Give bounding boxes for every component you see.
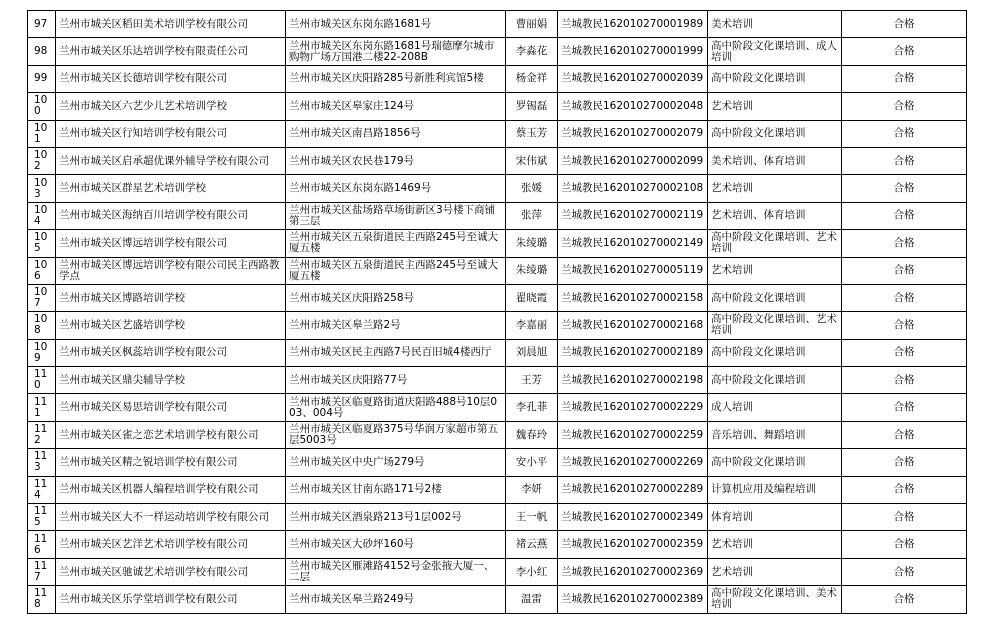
institution-name-cell: 兰州市城关区海纳百川培训学校有限公司 xyxy=(56,202,286,229)
license-number-cell: 兰城教民162010270002149 xyxy=(558,230,708,257)
table-row xyxy=(28,120,967,147)
license-number-cell: 兰城教民162010270001989 xyxy=(558,11,708,38)
license-number-cell: 兰城教民162010270001999 xyxy=(558,38,708,65)
legal-representative-cell: 李嘉丽 xyxy=(506,312,558,339)
institution-name-cell: 兰州市城关区艺盛培训学校 xyxy=(56,312,286,339)
legal-representative-cell: 褚云燕 xyxy=(506,531,558,558)
institution-name-cell: 兰州市城关区雀之恋艺术培训学校有限公司 xyxy=(56,421,286,448)
row-number-cell: 101 xyxy=(28,120,56,147)
table-row xyxy=(28,421,967,448)
table-row xyxy=(28,558,967,585)
table-row xyxy=(28,586,967,613)
institution-table-sheet xyxy=(27,10,966,614)
training-scope-cell: 美术培训 xyxy=(708,11,842,38)
table-row xyxy=(28,257,967,284)
legal-representative-cell: 翟晓霞 xyxy=(506,284,558,311)
institution-name-cell: 兰州市城关区群星艺术培训学校 xyxy=(56,175,286,202)
inspection-result-cell: 合格 xyxy=(842,421,967,448)
inspection-result-cell: 合格 xyxy=(842,284,967,311)
row-number-cell: 118 xyxy=(28,586,56,613)
row-number-cell: 110 xyxy=(28,367,56,394)
table-row xyxy=(28,531,967,558)
inspection-result-cell: 合格 xyxy=(842,120,967,147)
license-number-cell: 兰城教民162010270002198 xyxy=(558,367,708,394)
institution-address-cell: 兰州市城关区庆阳路258号 xyxy=(286,284,506,311)
table-row xyxy=(28,339,967,366)
institution-address-cell: 兰州市城关区民主西路7号民百旧城4楼西厅 xyxy=(286,339,506,366)
institution-name-cell: 兰州市城关区博远培训学校有限公司 xyxy=(56,230,286,257)
training-scope-cell: 艺术培训 xyxy=(708,257,842,284)
inspection-result-cell: 合格 xyxy=(842,339,967,366)
inspection-result-cell: 合格 xyxy=(842,312,967,339)
legal-representative-cell: 杨金祥 xyxy=(506,65,558,92)
inspection-result-cell: 合格 xyxy=(842,230,967,257)
inspection-result-cell: 合格 xyxy=(842,38,967,65)
legal-representative-cell: 李小红 xyxy=(506,558,558,585)
license-number-cell: 兰城教民162010270002189 xyxy=(558,339,708,366)
training-scope-cell: 成人培训 xyxy=(708,394,842,421)
institution-address-cell: 兰州市城关区皋兰路249号 xyxy=(286,586,506,613)
institution-name-cell: 兰州市城关区六艺少儿艺术培训学校 xyxy=(56,93,286,120)
institution-address-cell: 兰州市城关区临夏路街道庆阳路488号10层003、004号 xyxy=(286,394,506,421)
institution-address-cell: 兰州市城关区东岗东路1469号 xyxy=(286,175,506,202)
license-number-cell: 兰城教民162010270002119 xyxy=(558,202,708,229)
inspection-result-cell: 合格 xyxy=(842,93,967,120)
row-number-cell: 107 xyxy=(28,284,56,311)
institution-name-cell: 兰州市城关区乐学堂培训学校有限公司 xyxy=(56,586,286,613)
license-number-cell: 兰城教民162010270002289 xyxy=(558,476,708,503)
inspection-result-cell: 合格 xyxy=(842,147,967,174)
row-number-cell: 114 xyxy=(28,476,56,503)
inspection-result-cell: 合格 xyxy=(842,476,967,503)
row-number-cell: 100 xyxy=(28,93,56,120)
table-row xyxy=(28,284,967,311)
training-scope-cell: 高中阶段文化课培训 xyxy=(708,65,842,92)
license-number-cell: 兰城教民162010270002108 xyxy=(558,175,708,202)
row-number-cell: 113 xyxy=(28,449,56,476)
row-number-cell: 112 xyxy=(28,421,56,448)
legal-representative-cell: 李孔菲 xyxy=(506,394,558,421)
institution-address-cell: 兰州市城关区五泉街道民主西路245号至诚大厦五楼 xyxy=(286,257,506,284)
legal-representative-cell: 王一帆 xyxy=(506,504,558,531)
institution-name-cell: 兰州市城关区枫蕊培训学校有限公司 xyxy=(56,339,286,366)
institution-address-cell: 兰州市城关区农民巷179号 xyxy=(286,147,506,174)
row-number-cell: 116 xyxy=(28,531,56,558)
legal-representative-cell: 罗锡磊 xyxy=(506,93,558,120)
institution-address-cell: 兰州市城关区东岗东路1681号瑞德摩尔城市购物广场万国港二楼22-208B xyxy=(286,38,506,65)
table-row xyxy=(28,65,967,92)
inspection-result-cell: 合格 xyxy=(842,586,967,613)
training-scope-cell: 高中阶段文化课培训 xyxy=(708,339,842,366)
inspection-result-cell: 合格 xyxy=(842,367,967,394)
legal-representative-cell: 朱绫璐 xyxy=(506,230,558,257)
table-row xyxy=(28,230,967,257)
table-row xyxy=(28,394,967,421)
institution-address-cell: 兰州市城关区五泉街道民主西路245号至诚大厦五楼 xyxy=(286,230,506,257)
row-number-cell: 109 xyxy=(28,339,56,366)
institution-name-cell: 兰州市城关区驰诚艺术培训学校有限公司 xyxy=(56,558,286,585)
table-row xyxy=(28,147,967,174)
row-number-cell: 104 xyxy=(28,202,56,229)
training-scope-cell: 高中阶段文化课培训 xyxy=(708,367,842,394)
row-number-cell: 115 xyxy=(28,504,56,531)
institution-address-cell: 兰州市城关区雁滩路4152号金张掖大厦一、二层 xyxy=(286,558,506,585)
inspection-result-cell: 合格 xyxy=(842,504,967,531)
row-number-cell: 108 xyxy=(28,312,56,339)
legal-representative-cell: 张萍 xyxy=(506,202,558,229)
legal-representative-cell: 李妍 xyxy=(506,476,558,503)
table-row xyxy=(28,175,967,202)
training-scope-cell: 艺术培训、体育培训 xyxy=(708,202,842,229)
institution-address-cell: 兰州市城关区大砂坪160号 xyxy=(286,531,506,558)
inspection-result-cell: 合格 xyxy=(842,11,967,38)
row-number-cell: 103 xyxy=(28,175,56,202)
license-number-cell: 兰城教民162010270002158 xyxy=(558,284,708,311)
license-number-cell: 兰城教民162010270002079 xyxy=(558,120,708,147)
table-row xyxy=(28,449,967,476)
institution-name-cell: 兰州市城关区博路培训学校 xyxy=(56,284,286,311)
table-row xyxy=(28,476,967,503)
institution-name-cell: 兰州市城关区乐达培训学校有限责任公司 xyxy=(56,38,286,65)
license-number-cell: 兰城教民162010270002259 xyxy=(558,421,708,448)
institution-name-cell: 兰州市城关区长德培训学校有限公司 xyxy=(56,65,286,92)
training-scope-cell: 美术培训、体育培训 xyxy=(708,147,842,174)
institution-address-cell: 兰州市城关区庆阳路77号 xyxy=(286,367,506,394)
training-scope-cell: 计算机应用及编程培训 xyxy=(708,476,842,503)
license-number-cell: 兰城教民162010270002359 xyxy=(558,531,708,558)
training-scope-cell: 艺术培训 xyxy=(708,175,842,202)
row-number-cell: 111 xyxy=(28,394,56,421)
license-number-cell: 兰城教民162010270002349 xyxy=(558,504,708,531)
license-number-cell: 兰城教民162010270002229 xyxy=(558,394,708,421)
inspection-result-cell: 合格 xyxy=(842,65,967,92)
institution-address-cell: 兰州市城关区皋家庄124号 xyxy=(286,93,506,120)
row-number-cell: 105 xyxy=(28,230,56,257)
institution-name-cell: 兰州市城关区博远培训学校有限公司民主西路教学点 xyxy=(56,257,286,284)
institution-name-cell: 兰州市城关区鼎尖辅导学校 xyxy=(56,367,286,394)
institution-table xyxy=(27,10,967,614)
license-number-cell: 兰城教民162010270005119 xyxy=(558,257,708,284)
row-number-cell: 102 xyxy=(28,147,56,174)
institution-address-cell: 兰州市城关区盐场路草场街新区3号楼下商铺第三层 xyxy=(286,202,506,229)
table-row xyxy=(28,38,967,65)
table-row xyxy=(28,312,967,339)
inspection-result-cell: 合格 xyxy=(842,257,967,284)
row-number-cell: 99 xyxy=(28,65,56,92)
institution-address-cell: 兰州市城关区庆阳路285号新胜利宾馆5楼 xyxy=(286,65,506,92)
license-number-cell: 兰城教民162010270002099 xyxy=(558,147,708,174)
training-scope-cell: 高中阶段文化课培训、艺术培训 xyxy=(708,312,842,339)
legal-representative-cell: 李淼花 xyxy=(506,38,558,65)
training-scope-cell: 体育培训 xyxy=(708,504,842,531)
license-number-cell: 兰城教民162010270002168 xyxy=(558,312,708,339)
training-scope-cell: 高中阶段文化课培训、成人培训 xyxy=(708,38,842,65)
legal-representative-cell: 魏春玲 xyxy=(506,421,558,448)
training-scope-cell: 艺术培训 xyxy=(708,558,842,585)
training-scope-cell: 高中阶段文化课培训 xyxy=(708,284,842,311)
training-scope-cell: 艺术培训 xyxy=(708,531,842,558)
legal-representative-cell: 曹丽娟 xyxy=(506,11,558,38)
legal-representative-cell: 宋伟斌 xyxy=(506,147,558,174)
legal-representative-cell: 蔡玉芳 xyxy=(506,120,558,147)
license-number-cell: 兰城教民162010270002039 xyxy=(558,65,708,92)
inspection-result-cell: 合格 xyxy=(842,202,967,229)
institution-name-cell: 兰州市城关区精之锐培训学校有限公司 xyxy=(56,449,286,476)
training-scope-cell: 高中阶段文化课培训 xyxy=(708,449,842,476)
legal-representative-cell: 刘晨旭 xyxy=(506,339,558,366)
table-body xyxy=(28,11,967,614)
row-number-cell: 97 xyxy=(28,11,56,38)
legal-representative-cell: 安小平 xyxy=(506,449,558,476)
institution-address-cell: 兰州市城关区酒泉路213号1层002号 xyxy=(286,504,506,531)
legal-representative-cell: 温雷 xyxy=(506,586,558,613)
legal-representative-cell: 朱绫璐 xyxy=(506,257,558,284)
institution-address-cell: 兰州市城关区东岗东路1681号 xyxy=(286,11,506,38)
institution-name-cell: 兰州市城关区大不一样运动培训学校有限公司 xyxy=(56,504,286,531)
inspection-result-cell: 合格 xyxy=(842,531,967,558)
institution-address-cell: 兰州市城关区临夏路375号华润万家超市第五层5003号 xyxy=(286,421,506,448)
inspection-result-cell: 合格 xyxy=(842,175,967,202)
institution-name-cell: 兰州市城关区启承超优课外辅导学校有限公司 xyxy=(56,147,286,174)
license-number-cell: 兰城教民162010270002389 xyxy=(558,586,708,613)
legal-representative-cell: 王芳 xyxy=(506,367,558,394)
training-scope-cell: 音乐培训、舞蹈培训 xyxy=(708,421,842,448)
institution-name-cell: 兰州市城关区艺洋艺术培训学校有限公司 xyxy=(56,531,286,558)
training-scope-cell: 艺术培训 xyxy=(708,93,842,120)
institution-address-cell: 兰州市城关区中央广场279号 xyxy=(286,449,506,476)
institution-name-cell: 兰州市城关区机器人编程培训学校有限公司 xyxy=(56,476,286,503)
table-row xyxy=(28,11,967,38)
license-number-cell: 兰城教民162010270002048 xyxy=(558,93,708,120)
institution-name-cell: 兰州市城关区稻田美术培训学校有限公司 xyxy=(56,11,286,38)
table-row xyxy=(28,202,967,229)
row-number-cell: 117 xyxy=(28,558,56,585)
license-number-cell: 兰城教民162010270002369 xyxy=(558,558,708,585)
row-number-cell: 106 xyxy=(28,257,56,284)
inspection-result-cell: 合格 xyxy=(842,394,967,421)
institution-address-cell: 兰州市城关区南昌路1856号 xyxy=(286,120,506,147)
institution-name-cell: 兰州市城关区行知培训学校有限公司 xyxy=(56,120,286,147)
training-scope-cell: 高中阶段文化课培训 xyxy=(708,120,842,147)
institution-name-cell: 兰州市城关区易思培训学校有限公司 xyxy=(56,394,286,421)
inspection-result-cell: 合格 xyxy=(842,449,967,476)
table-row xyxy=(28,93,967,120)
training-scope-cell: 高中阶段文化课培训、艺术培训 xyxy=(708,230,842,257)
inspection-result-cell: 合格 xyxy=(842,558,967,585)
legal-representative-cell: 张媛 xyxy=(506,175,558,202)
row-number-cell: 98 xyxy=(28,38,56,65)
table-row xyxy=(28,367,967,394)
training-scope-cell: 高中阶段文化课培训、美术培训 xyxy=(708,586,842,613)
table-row xyxy=(28,504,967,531)
institution-address-cell: 兰州市城关区皋兰路2号 xyxy=(286,312,506,339)
license-number-cell: 兰城教民162010270002269 xyxy=(558,449,708,476)
institution-address-cell: 兰州市城关区甘南东路171号2楼 xyxy=(286,476,506,503)
